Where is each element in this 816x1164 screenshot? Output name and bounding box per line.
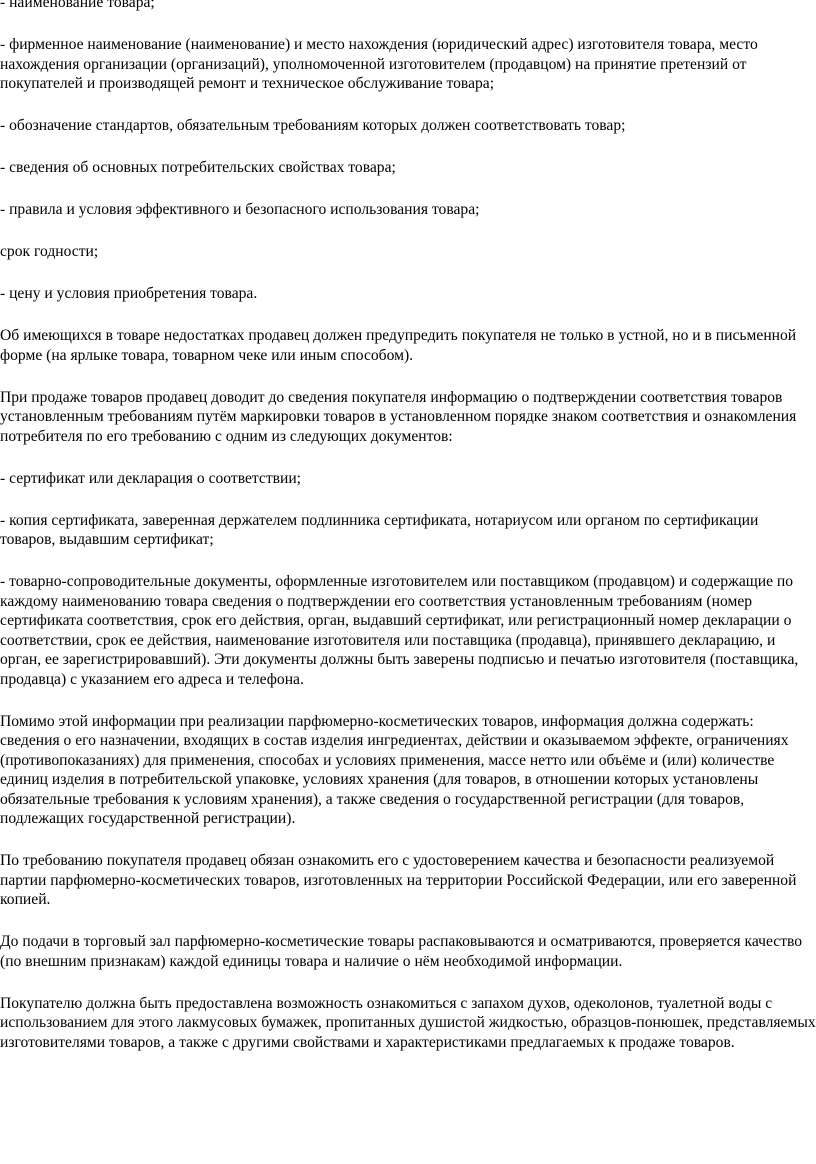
paragraph-defects-warning: Об имеющихся в товаре недостатках продавец должен предупредить покупателя не только в устной, но и в письменной форме (на ярлыке товара, товарном чеке или иным способом). xyxy=(0,327,797,364)
paragraph-manufacturer-info: - фирменное наименование (наименование) и место нахождения (юридический адрес) изготовителя товара, место нахождения организации (организаций), уполномоченной изготовителем (продавцом) на принятие претензий от покупателей и производящей ремонт и техническое обслуживание товара; xyxy=(0,36,758,92)
paragraph-cosmetics-info: Помимо этой информации при реализации парфюмерно-косметических товаров, информация должна содержать: сведения о его назначении, входящих в состав изделия ингредиентах, действии и оказываемом эффекте, ограничениях (противопоказаниях) для применения, способах и условиях применения, массе нетто или объёме и (или) количестве единиц изделия в потребительской упаковке, условиях хранения (для товаров, в отношении которых установлены обязательные требования к условиям хранения), а также сведения о государственной регистрации (для товаров, подлежащих государственной регистрации). xyxy=(0,712,789,827)
paragraph-fragrance-testing: Покупателю должна быть предоставлена возможность ознакомиться с запахом духов, одеколонов, туалетной воды с использованием для этого лакмусовых бумажек, пропитанных душистой жидкостью, образцов-понюшек, представляемых изготовителями товаров, а также с другими свойствами и характеристиками предлагаемых к продаже товаров. xyxy=(0,994,816,1051)
paragraph-certificate-copy: - копия сертификата, заверенная держателем подлинника сертификата, нотариусом или органом по сертификации товаров, выдавшим сертификат; xyxy=(0,511,759,548)
paragraph-shelf-life: срок годности; xyxy=(0,243,99,260)
paragraph-usage-rules: - правила и условия эффективного и безопасного использования товара; xyxy=(0,201,480,218)
paragraph-unpacking: До подачи в торговый зал парфюмерно-косметические товары распаковываются и осматриваются, проверяется качество (по внешним признакам) каждой единицы товара и наличие о нём необходимой информации. xyxy=(0,933,803,970)
paragraph-shipping-documents: - товарно-сопроводительные документы, оформленные изготовителем или поставщиком (продавцом) и содержащие по каждому наименованию товара сведения о подтверждении его соответствия установленным требованиям (номер сертификата соответствия, срок его действия, орган, выдавший сертификат, или регистрационный номер декларации о соответствии, срок ее действия, наименование изготовителя или поставщика (продавца), принявшего декларацию, и орган, ее зарегистрировавший). Эти документы должны быть заверены подписью и печатью изготовителя (поставщика, продавца) с указанием его адреса и телефона. xyxy=(0,573,799,688)
paragraph-product-name: - наименование товара; xyxy=(0,0,155,11)
paragraph-conformity-info: При продаже товаров продавец доводит до сведения покупателя информацию о подтверждении соответствия товаров установленным требованиям путём маркировки товаров в установленном порядке знаком соответствия и ознакомления потребителя по его требованию с одним из следующих документов: xyxy=(0,388,797,445)
paragraph-standards: - обозначение стандартов, обязательным требованиям которых должен соответствовать товар; xyxy=(0,117,626,134)
paragraph-certificate: - сертификат или декларация о соответствии; xyxy=(0,469,302,487)
paragraph-consumer-properties: - сведения об основных потребительских свойствах товара; xyxy=(0,159,396,176)
paragraph-quality-certificate: По требованию покупателя продавец обязан ознакомить его с удостоверением качества и безопасности реализуемой партии парфюмерно-косметических товаров, изготовленных на территории Российской Федерации, или его заверенной копией. xyxy=(0,852,797,908)
paragraph-price: - цену и условия приобретения товара. xyxy=(0,285,258,302)
